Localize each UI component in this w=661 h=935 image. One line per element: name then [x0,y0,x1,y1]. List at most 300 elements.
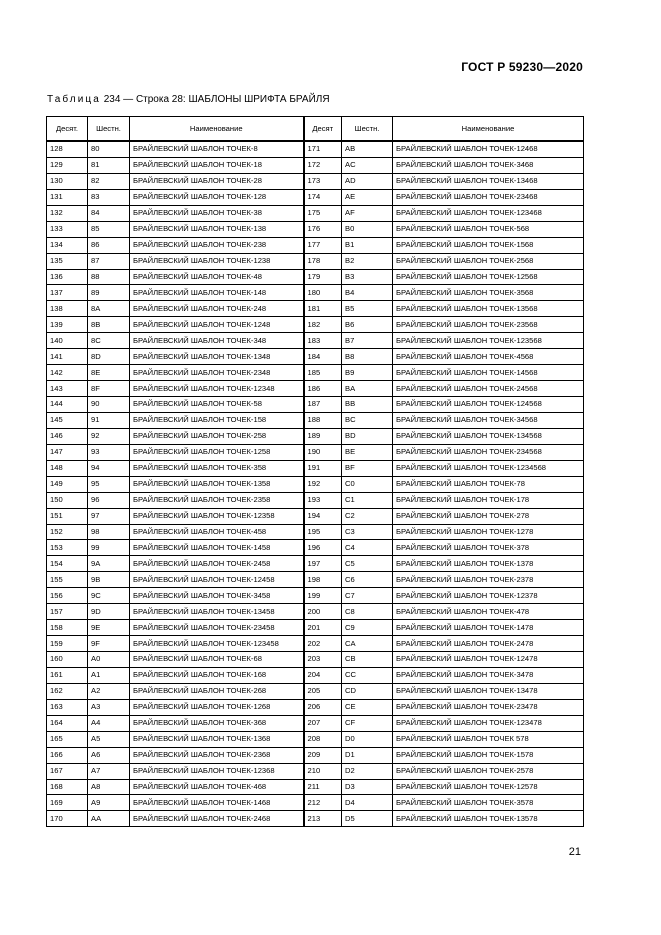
cell-hex: 91 [88,412,130,428]
cell-name-2: БРАЙЛЕВСКИЙ ШАБЛОН ТОЧЕК-3478 [393,667,584,683]
cell-dec-2: 193 [304,492,342,508]
cell-hex: 9D [88,604,130,620]
cell-hex-2: B0 [342,221,393,237]
col-header-hex-2: Шестн. [342,117,393,142]
cell-name-2: БРАЙЛЕВСКИЙ ШАБЛОН ТОЧЕК-478 [393,604,584,620]
cell-name: БРАЙЛЕВСКИЙ ШАБЛОН ТОЧЕК-2368 [130,747,304,763]
cell-hex-2: C2 [342,508,393,524]
cell-name: БРАЙЛЕВСКИЙ ШАБЛОН ТОЧЕК-38 [130,205,304,221]
cell-hex: 93 [88,444,130,460]
cell-name-2: БРАЙЛЕВСКИЙ ШАБЛОН ТОЧЕК-178 [393,492,584,508]
cell-name-2: БРАЙЛЕВСКИЙ ШАБЛОН ТОЧЕК-13568 [393,301,584,317]
cell-dec-2: 174 [304,189,342,205]
cell-name-2: БРАЙЛЕВСКИЙ ШАБЛОН ТОЧЕК 578 [393,731,584,747]
cell-name-2: БРАЙЛЕВСКИЙ ШАБЛОН ТОЧЕК-14568 [393,365,584,381]
cell-hex-2: CF [342,715,393,731]
cell-hex: 98 [88,524,130,540]
cell-hex: 83 [88,189,130,205]
cell-name-2: БРАЙЛЕВСКИЙ ШАБЛОН ТОЧЕК-34568 [393,412,584,428]
cell-dec-2: 184 [304,349,342,365]
cell-dec: 141 [47,349,88,365]
cell-dec: 169 [47,795,88,811]
cell-dec: 152 [47,524,88,540]
table-body [47,141,584,827]
table-row [47,636,584,652]
cell-dec-2: 202 [304,636,342,652]
table-row [47,476,584,492]
cell-dec: 143 [47,381,88,397]
table-row [47,540,584,556]
cell-name: БРАЙЛЕВСКИЙ ШАБЛОН ТОЧЕК-458 [130,524,304,540]
table-caption-lead: Таблица [47,94,101,105]
table-caption-text: 234 — Строка 28: ШАБЛОНЫ ШРИФТА БРАЙЛЯ [100,94,330,105]
cell-name-2: БРАЙЛЕВСКИЙ ШАБЛОН ТОЧЕК-1278 [393,524,584,540]
cell-dec: 128 [47,141,88,157]
cell-hex-2: C5 [342,556,393,572]
cell-dec-2: 185 [304,365,342,381]
cell-dec: 131 [47,189,88,205]
cell-hex-2: B5 [342,301,393,317]
cell-hex: A4 [88,715,130,731]
cell-name: БРАЙЛЕВСКИЙ ШАБЛОН ТОЧЕК-13458 [130,604,304,620]
table-row [47,747,584,763]
cell-name-2: БРАЙЛЕВСКИЙ ШАБЛОН ТОЧЕК-1478 [393,620,584,636]
cell-hex-2: AE [342,189,393,205]
cell-dec: 132 [47,205,88,221]
cell-dec: 136 [47,269,88,285]
cell-hex-2: C8 [342,604,393,620]
cell-hex-2: AC [342,157,393,173]
cell-name: БРАЙЛЕВСКИЙ ШАБЛОН ТОЧЕК-123458 [130,636,304,652]
cell-hex-2: B6 [342,317,393,333]
cell-hex-2: B2 [342,253,393,269]
cell-hex: A3 [88,699,130,715]
cell-name: БРАЙЛЕВСКИЙ ШАБЛОН ТОЧЕК-468 [130,779,304,795]
col-header-hex: Шестн. [88,117,130,142]
table-row [47,667,584,683]
table-row [47,731,584,747]
cell-hex: 8F [88,381,130,397]
cell-hex-2: B3 [342,269,393,285]
cell-dec-2: 196 [304,540,342,556]
cell-hex: 81 [88,157,130,173]
cell-hex-2: C9 [342,620,393,636]
cell-hex: 80 [88,141,130,157]
cell-hex-2: BC [342,412,393,428]
cell-name: БРАЙЛЕВСКИЙ ШАБЛОН ТОЧЕК-158 [130,412,304,428]
cell-dec: 150 [47,492,88,508]
cell-hex: 9F [88,636,130,652]
cell-name: БРАЙЛЕВСКИЙ ШАБЛОН ТОЧЕК-1368 [130,731,304,747]
cell-name-2: БРАЙЛЕВСКИЙ ШАБЛОН ТОЧЕК-4568 [393,349,584,365]
cell-hex-2: D2 [342,763,393,779]
cell-dec: 149 [47,476,88,492]
cell-name-2: БРАЙЛЕВСКИЙ ШАБЛОН ТОЧЕК-2568 [393,253,584,269]
cell-dec: 137 [47,285,88,301]
cell-name-2: БРАЙЛЕВСКИЙ ШАБЛОН ТОЧЕК-24568 [393,381,584,397]
cell-name: БРАЙЛЕВСКИЙ ШАБЛОН ТОЧЕК-128 [130,189,304,205]
col-header-dec: Десят. [47,117,88,142]
cell-dec-2: 198 [304,572,342,588]
cell-name: БРАЙЛЕВСКИЙ ШАБЛОН ТОЧЕК-368 [130,715,304,731]
table-row [47,588,584,604]
cell-hex-2: B4 [342,285,393,301]
cell-hex-2: B1 [342,237,393,253]
table-row [47,492,584,508]
table-row [47,237,584,253]
cell-dec: 142 [47,365,88,381]
cell-name-2: БРАЙЛЕВСКИЙ ШАБЛОН ТОЧЕК-2578 [393,763,584,779]
cell-hex: 8B [88,317,130,333]
cell-hex-2: C1 [342,492,393,508]
cell-dec: 130 [47,173,88,189]
cell-dec: 146 [47,428,88,444]
cell-hex-2: B8 [342,349,393,365]
cell-name-2: БРАЙЛЕВСКИЙ ШАБЛОН ТОЧЕК-13478 [393,683,584,699]
cell-hex: A0 [88,652,130,668]
cell-dec-2: 206 [304,699,342,715]
cell-name-2: БРАЙЛЕВСКИЙ ШАБЛОН ТОЧЕК-278 [393,508,584,524]
document-standard-id: ГОСТ Р 59230—2020 [461,60,583,74]
cell-hex: A1 [88,667,130,683]
cell-name: БРАЙЛЕВСКИЙ ШАБЛОН ТОЧЕК-12348 [130,381,304,397]
cell-name: БРАЙЛЕВСКИЙ ШАБЛОН ТОЧЕК-12358 [130,508,304,524]
cell-name: БРАЙЛЕВСКИЙ ШАБЛОН ТОЧЕК-1348 [130,349,304,365]
cell-dec-2: 173 [304,173,342,189]
page-number: 21 [568,846,581,858]
cell-hex-2: C4 [342,540,393,556]
table-row [47,412,584,428]
cell-name-2: БРАЙЛЕВСКИЙ ШАБЛОН ТОЧЕК-1568 [393,237,584,253]
cell-hex: 95 [88,476,130,492]
cell-name: БРАЙЛЕВСКИЙ ШАБЛОН ТОЧЕК-18 [130,157,304,173]
cell-hex: 82 [88,173,130,189]
cell-name-2: БРАЙЛЕВСКИЙ ШАБЛОН ТОЧЕК-12568 [393,269,584,285]
cell-dec: 139 [47,317,88,333]
cell-dec-2: 175 [304,205,342,221]
cell-hex-2: BE [342,444,393,460]
col-header-dec-2: Десят [304,117,342,142]
cell-dec: 140 [47,333,88,349]
cell-name: БРАЙЛЕВСКИЙ ШАБЛОН ТОЧЕК-3458 [130,588,304,604]
cell-name: БРАЙЛЕВСКИЙ ШАБЛОН ТОЧЕК-1258 [130,444,304,460]
cell-dec: 153 [47,540,88,556]
cell-name-2: БРАЙЛЕВСКИЙ ШАБЛОН ТОЧЕК-3568 [393,285,584,301]
cell-hex-2: CB [342,652,393,668]
table-row [47,365,584,381]
cell-dec-2: 181 [304,301,342,317]
cell-name: БРАЙЛЕВСКИЙ ШАБЛОН ТОЧЕК-348 [130,333,304,349]
table-row [47,763,584,779]
cell-hex-2: C0 [342,476,393,492]
table-row [47,333,584,349]
table-row [47,189,584,205]
cell-hex: A8 [88,779,130,795]
cell-name: БРАЙЛЕВСКИЙ ШАБЛОН ТОЧЕК-1248 [130,317,304,333]
cell-name-2: БРАЙЛЕВСКИЙ ШАБЛОН ТОЧЕК-23568 [393,317,584,333]
cell-hex: 88 [88,269,130,285]
cell-name-2: БРАЙЛЕВСКИЙ ШАБЛОН ТОЧЕК-124568 [393,397,584,413]
cell-hex: 8A [88,301,130,317]
table-row [47,779,584,795]
cell-hex-2: AF [342,205,393,221]
cell-dec-2: 205 [304,683,342,699]
table-row [47,397,584,413]
table-row [47,715,584,731]
cell-dec-2: 207 [304,715,342,731]
cell-name: БРАЙЛЕВСКИЙ ШАБЛОН ТОЧЕК-1238 [130,253,304,269]
cell-hex-2: D5 [342,811,393,827]
cell-hex: 8E [88,365,130,381]
cell-hex-2: D4 [342,795,393,811]
cell-name: БРАЙЛЕВСКИЙ ШАБЛОН ТОЧЕК-68 [130,652,304,668]
cell-name-2: БРАЙЛЕВСКИЙ ШАБЛОН ТОЧЕК-12578 [393,779,584,795]
cell-name: БРАЙЛЕВСКИЙ ШАБЛОН ТОЧЕК-1468 [130,795,304,811]
cell-name-2: БРАЙЛЕВСКИЙ ШАБЛОН ТОЧЕК-378 [393,540,584,556]
cell-dec-2: 212 [304,795,342,811]
cell-dec: 135 [47,253,88,269]
cell-dec: 170 [47,811,88,827]
cell-name-2: БРАЙЛЕВСКИЙ ШАБЛОН ТОЧЕК-13468 [393,173,584,189]
cell-hex: 92 [88,428,130,444]
cell-name-2: БРАЙЛЕВСКИЙ ШАБЛОН ТОЧЕК-3578 [393,795,584,811]
cell-dec: 168 [47,779,88,795]
table-row [47,652,584,668]
table-row [47,301,584,317]
cell-hex-2: BA [342,381,393,397]
table-row [47,141,584,157]
table-row [47,173,584,189]
cell-dec-2: 210 [304,763,342,779]
cell-dec-2: 177 [304,237,342,253]
cell-name-2: БРАЙЛЕВСКИЙ ШАБЛОН ТОЧЕК-3468 [393,157,584,173]
cell-dec-2: 199 [304,588,342,604]
cell-hex: A9 [88,795,130,811]
cell-name: БРАЙЛЕВСКИЙ ШАБЛОН ТОЧЕК-238 [130,237,304,253]
cell-dec: 138 [47,301,88,317]
cell-dec: 163 [47,699,88,715]
cell-hex: 84 [88,205,130,221]
cell-dec-2: 208 [304,731,342,747]
table-row [47,508,584,524]
cell-name-2: БРАЙЛЕВСКИЙ ШАБЛОН ТОЧЕК-123468 [393,205,584,221]
cell-name: БРАЙЛЕВСКИЙ ШАБЛОН ТОЧЕК-2458 [130,556,304,572]
cell-name-2: БРАЙЛЕВСКИЙ ШАБЛОН ТОЧЕК-23478 [393,699,584,715]
table-row [47,460,584,476]
cell-hex-2: CC [342,667,393,683]
cell-dec: 165 [47,731,88,747]
cell-hex: 85 [88,221,130,237]
cell-dec: 158 [47,620,88,636]
cell-name-2: БРАЙЛЕВСКИЙ ШАБЛОН ТОЧЕК-23468 [393,189,584,205]
table-row [47,524,584,540]
cell-hex-2: D0 [342,731,393,747]
cell-dec-2: 204 [304,667,342,683]
cell-name: БРАЙЛЕВСКИЙ ШАБЛОН ТОЧЕК-1458 [130,540,304,556]
cell-hex-2: AB [342,141,393,157]
cell-dec: 167 [47,763,88,779]
cell-name: БРАЙЛЕВСКИЙ ШАБЛОН ТОЧЕК-1268 [130,699,304,715]
col-header-name: Наименование [130,117,304,142]
cell-name: БРАЙЛЕВСКИЙ ШАБЛОН ТОЧЕК-138 [130,221,304,237]
cell-hex-2: C7 [342,588,393,604]
cell-dec: 154 [47,556,88,572]
cell-hex-2: C6 [342,572,393,588]
cell-name: БРАЙЛЕВСКИЙ ШАБЛОН ТОЧЕК-148 [130,285,304,301]
cell-hex: 89 [88,285,130,301]
table-row [47,604,584,620]
cell-name: БРАЙЛЕВСКИЙ ШАБЛОН ТОЧЕК-2358 [130,492,304,508]
cell-hex: 86 [88,237,130,253]
cell-hex: 9B [88,572,130,588]
cell-dec: 159 [47,636,88,652]
cell-dec-2: 200 [304,604,342,620]
cell-dec: 151 [47,508,88,524]
cell-name-2: БРАЙЛЕВСКИЙ ШАБЛОН ТОЧЕК-2378 [393,572,584,588]
cell-name: БРАЙЛЕВСКИЙ ШАБЛОН ТОЧЕК-268 [130,683,304,699]
cell-name: БРАЙЛЕВСКИЙ ШАБЛОН ТОЧЕК-8 [130,141,304,157]
cell-hex-2: CD [342,683,393,699]
cell-dec: 156 [47,588,88,604]
cell-name-2: БРАЙЛЕВСКИЙ ШАБЛОН ТОЧЕК-123478 [393,715,584,731]
table-row [47,205,584,221]
cell-dec: 144 [47,397,88,413]
cell-name: БРАЙЛЕВСКИЙ ШАБЛОН ТОЧЕК-12458 [130,572,304,588]
table-row [47,683,584,699]
cell-hex: 9C [88,588,130,604]
cell-dec: 161 [47,667,88,683]
cell-dec-2: 211 [304,779,342,795]
table-row [47,444,584,460]
cell-hex-2: BD [342,428,393,444]
cell-dec: 145 [47,412,88,428]
cell-name-2: БРАЙЛЕВСКИЙ ШАБЛОН ТОЧЕК-1234568 [393,460,584,476]
cell-hex-2: CE [342,699,393,715]
cell-name-2: БРАЙЛЕВСКИЙ ШАБЛОН ТОЧЕК-123568 [393,333,584,349]
cell-dec-2: 172 [304,157,342,173]
cell-dec-2: 194 [304,508,342,524]
table-row [47,428,584,444]
table-row [47,285,584,301]
cell-dec-2: 179 [304,269,342,285]
cell-dec-2: 201 [304,620,342,636]
cell-hex: 96 [88,492,130,508]
cell-dec-2: 178 [304,253,342,269]
cell-name: БРАЙЛЕВСКИЙ ШАБЛОН ТОЧЕК-258 [130,428,304,444]
cell-name-2: БРАЙЛЕВСКИЙ ШАБЛОН ТОЧЕК-12378 [393,588,584,604]
cell-name-2: БРАЙЛЕВСКИЙ ШАБЛОН ТОЧЕК-568 [393,221,584,237]
cell-hex-2: D1 [342,747,393,763]
col-header-name-2: Наименование [393,117,584,142]
table-row [47,349,584,365]
cell-hex: 9E [88,620,130,636]
cell-hex-2: BF [342,460,393,476]
cell-hex: 99 [88,540,130,556]
cell-dec-2: 191 [304,460,342,476]
cell-hex: 8C [88,333,130,349]
cell-hex: 9A [88,556,130,572]
cell-dec-2: 183 [304,333,342,349]
table-row [47,811,584,827]
cell-dec: 134 [47,237,88,253]
cell-name-2: БРАЙЛЕВСКИЙ ШАБЛОН ТОЧЕК-13578 [393,811,584,827]
cell-dec: 133 [47,221,88,237]
cell-hex: A6 [88,747,130,763]
cell-name-2: БРАЙЛЕВСКИЙ ШАБЛОН ТОЧЕК-1378 [393,556,584,572]
table-row [47,253,584,269]
cell-hex-2: AD [342,173,393,189]
table-row [47,381,584,397]
cell-dec-2: 195 [304,524,342,540]
table-row [47,620,584,636]
cell-name-2: БРАЙЛЕВСКИЙ ШАБЛОН ТОЧЕК-1578 [393,747,584,763]
cell-hex: 8D [88,349,130,365]
cell-dec: 129 [47,157,88,173]
cell-dec: 166 [47,747,88,763]
cell-name: БРАЙЛЕВСКИЙ ШАБЛОН ТОЧЕК-58 [130,397,304,413]
cell-name: БРАЙЛЕВСКИЙ ШАБЛОН ТОЧЕК-248 [130,301,304,317]
cell-dec: 155 [47,572,88,588]
table-row [47,221,584,237]
cell-name: БРАЙЛЕВСКИЙ ШАБЛОН ТОЧЕК-2468 [130,811,304,827]
cell-dec: 164 [47,715,88,731]
cell-name-2: БРАЙЛЕВСКИЙ ШАБЛОН ТОЧЕК-12478 [393,652,584,668]
cell-hex-2: B7 [342,333,393,349]
cell-hex: 87 [88,253,130,269]
cell-dec-2: 197 [304,556,342,572]
cell-dec-2: 171 [304,141,342,157]
cell-dec-2: 209 [304,747,342,763]
table-caption [47,94,330,105]
braille-patterns-table [46,116,584,827]
cell-hex: 94 [88,460,130,476]
table-row [47,572,584,588]
table-row [47,269,584,285]
cell-hex: A5 [88,731,130,747]
cell-dec-2: 190 [304,444,342,460]
cell-dec: 162 [47,683,88,699]
cell-hex: AA [88,811,130,827]
cell-name: БРАЙЛЕВСКИЙ ШАБЛОН ТОЧЕК-168 [130,667,304,683]
cell-dec-2: 203 [304,652,342,668]
cell-hex: A2 [88,683,130,699]
cell-hex-2: D3 [342,779,393,795]
table-header-row [47,117,584,142]
cell-hex-2: BB [342,397,393,413]
cell-name: БРАЙЛЕВСКИЙ ШАБЛОН ТОЧЕК-48 [130,269,304,285]
cell-hex-2: C3 [342,524,393,540]
cell-hex: 97 [88,508,130,524]
cell-hex: A7 [88,763,130,779]
cell-name: БРАЙЛЕВСКИЙ ШАБЛОН ТОЧЕК-358 [130,460,304,476]
cell-dec-2: 186 [304,381,342,397]
table-row [47,795,584,811]
cell-name-2: БРАЙЛЕВСКИЙ ШАБЛОН ТОЧЕК-12468 [393,141,584,157]
cell-dec-2: 213 [304,811,342,827]
table-row [47,556,584,572]
cell-name: БРАЙЛЕВСКИЙ ШАБЛОН ТОЧЕК-28 [130,173,304,189]
cell-name: БРАЙЛЕВСКИЙ ШАБЛОН ТОЧЕК-12368 [130,763,304,779]
cell-dec-2: 176 [304,221,342,237]
cell-name-2: БРАЙЛЕВСКИЙ ШАБЛОН ТОЧЕК-134568 [393,428,584,444]
cell-dec-2: 189 [304,428,342,444]
cell-dec: 148 [47,460,88,476]
cell-dec-2: 188 [304,412,342,428]
cell-dec-2: 182 [304,317,342,333]
table-row [47,317,584,333]
cell-dec: 147 [47,444,88,460]
cell-name-2: БРАЙЛЕВСКИЙ ШАБЛОН ТОЧЕК-78 [393,476,584,492]
